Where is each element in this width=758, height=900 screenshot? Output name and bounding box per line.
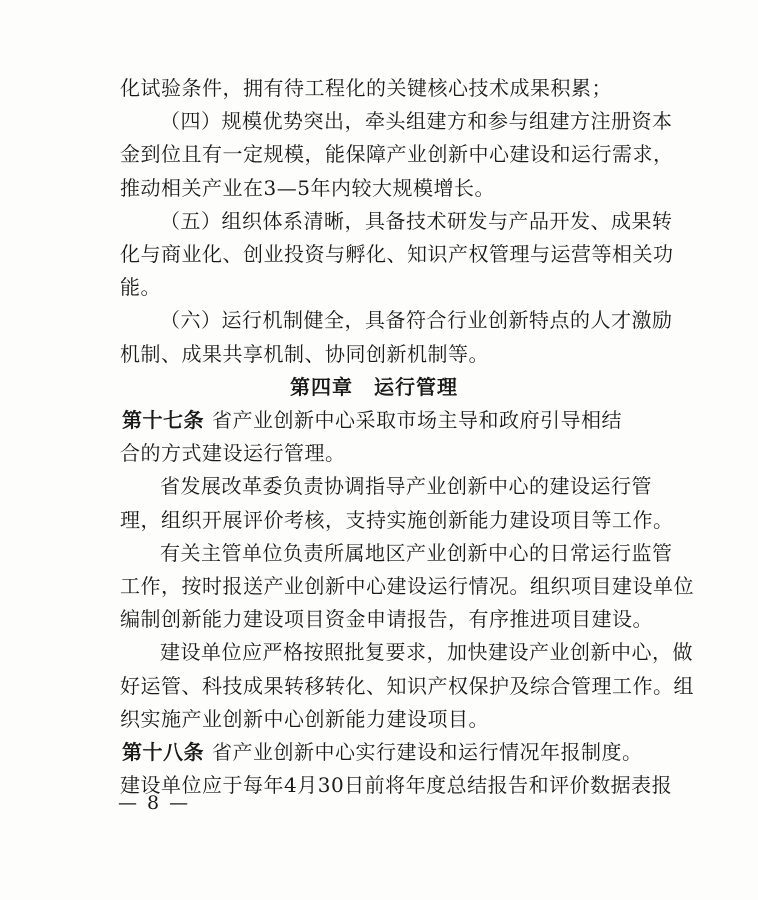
article-18-text: 省产业创新中心实行建设和运行情况年报制度。 (212, 740, 643, 764)
body-line: （四）规模优势突出，牵头组建方和参与组建方注册资本 (160, 109, 673, 133)
article-17-second-line: 合的方式建设运行管理。 (120, 441, 346, 465)
body-line: 织实施产业创新中心创新能力建设项目。 (120, 707, 489, 731)
page-number: — 8 — (118, 792, 191, 814)
body-line: 金到位且有一定规模，能保障产业创新中心建设和运行需求， (120, 142, 674, 166)
body-line: 能。 (120, 275, 161, 299)
article-18-first-line (122, 740, 643, 764)
body-line: （五）组织体系清晰，具备技术研发与产品开发、成果转 (160, 209, 673, 233)
body-line: 有关主管单位负责所属地区产业创新中心的日常运行监管 (160, 541, 673, 565)
body-line: 推动相关产业在3—5年内较大规模增长。 (120, 176, 495, 200)
body-line: 理，组织开展评价考核，支持实施创新能力建设项目等工作。 (120, 508, 674, 532)
article-17-text: 省产业创新中心采取市场主导和政府引导相结 (212, 408, 622, 432)
body-line: 机制、成果共享机制、协同创新机制等。 (120, 342, 489, 366)
body-line: 编制创新能力建设项目资金申请报告，有序推进项目建设。 (120, 607, 653, 631)
article-17-label: 第十七条 (122, 408, 204, 432)
body-line: 建设单位应严格按照批复要求，加快建设产业创新中心，做 (160, 640, 693, 664)
article-18-label: 第十八条 (122, 740, 204, 764)
body-line: 化与商业化、创业投资与孵化、知识产权管理与运营等相关功 (120, 242, 674, 266)
article-18-second-line: 建设单位应于每年4月30日前将年度总结报告和评价数据表报 (120, 773, 673, 797)
body-line: 化试验条件，拥有待工程化的关键核心技术成果积累； (120, 76, 612, 100)
chapter-heading: 第四章 运行管理 (290, 375, 458, 399)
body-line: 省发展改革委负责协调指导产业创新中心的建设运行管 (160, 474, 652, 498)
body-line: 好运管、科技成果转移转化、知识产权保护及综合管理工作。组 (120, 674, 694, 698)
body-line: （六）运行机制健全，具备符合行业创新特点的人才激励 (160, 308, 673, 332)
body-line: 工作，按时报送产业创新中心建设运行情况。组织项目建设单位 (120, 574, 694, 598)
article-17-first-line (122, 408, 622, 432)
